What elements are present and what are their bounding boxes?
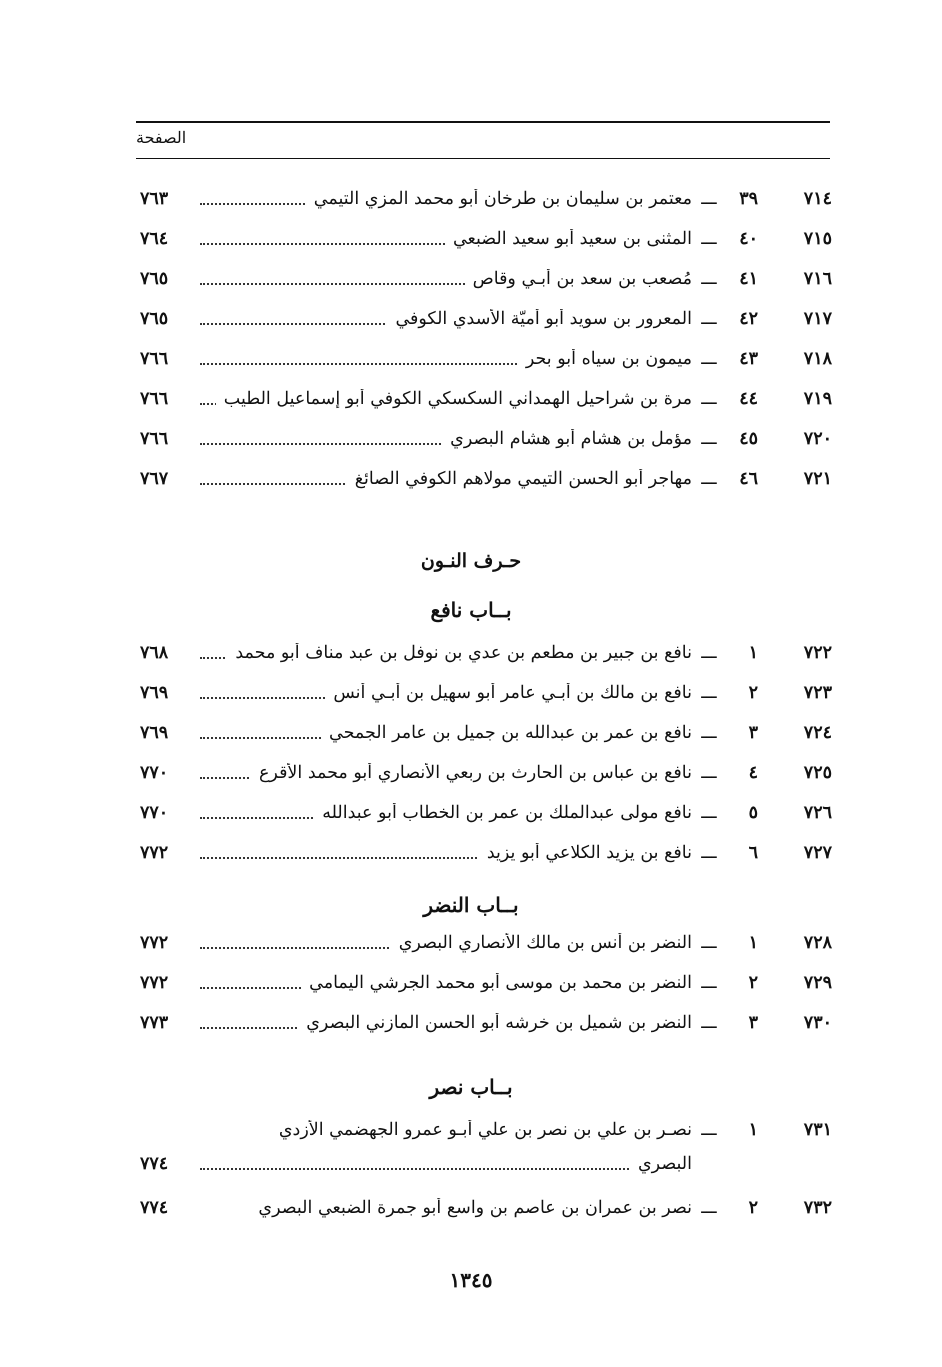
entry-name: معتمر بن سليمان بن طرخان أبو محمد المزي التيمي: [306, 189, 692, 209]
index-entry: [140, 933, 832, 973]
entry-page: ٧٦٩: [140, 723, 169, 743]
entry-body: [200, 723, 692, 743]
entry-seq: ٧١٦: [803, 269, 832, 289]
entry-number: ٥: [748, 803, 758, 823]
entry-page: ٧٧٢: [140, 973, 169, 993]
entry-number: ١: [748, 933, 758, 953]
entry-seq: ٧٣٢: [803, 1198, 832, 1218]
entry-seq: ٧٣١: [803, 1120, 832, 1140]
entry-dash: ـــ: [701, 349, 717, 369]
entry-name-continuation: البصري: [630, 1154, 692, 1174]
entry-body: [200, 429, 692, 449]
index-entry: [140, 1013, 832, 1053]
index-entry: [140, 469, 832, 509]
index-entry: [140, 643, 832, 683]
entry-name: المعرور بن سويد أبو أميّة الأسدي الكوفي: [387, 309, 692, 329]
entry-seq: ٧٢٨: [803, 933, 832, 953]
entry-name: النضر بن شميل بن خرشه أبو الحسن المازني البصري: [298, 1013, 692, 1033]
entry-number: ٢: [748, 1198, 758, 1218]
entry-page: ٧٦٥: [140, 269, 169, 289]
entry-dash: ـــ: [701, 389, 717, 409]
entry-name: النضر بن أنس بن مالك الأنصاري البصري: [391, 933, 692, 953]
entry-number: ٤٦: [739, 469, 758, 489]
entry-name: ميمون بن سياه أبو بحر: [518, 349, 692, 369]
index-entry: [140, 1120, 832, 1194]
entry-dash: ـــ: [701, 309, 717, 329]
page-number: ١٣٤٥: [449, 1268, 493, 1292]
entry-page: ٧٧٠: [140, 803, 169, 823]
entry-seq: ٧٢٧: [803, 843, 832, 863]
entry-number: ٤٤: [739, 389, 758, 409]
entry-body: [200, 1198, 692, 1218]
entry-dash: ـــ: [701, 1013, 717, 1033]
entry-dash: ـــ: [701, 189, 717, 209]
entry-dash: ـــ: [701, 469, 717, 489]
entry-dash: ـــ: [701, 683, 717, 703]
entry-body: [200, 229, 692, 249]
entry-dash: ـــ: [701, 803, 717, 823]
entry-dash: ـــ: [701, 933, 717, 953]
entry-dash: ـــ: [701, 229, 717, 249]
entry-page: ٧٦٦: [140, 389, 169, 409]
entry-seq: ٧٢٣: [803, 683, 832, 703]
entry-seq: ٧١٧: [803, 309, 832, 329]
index-entry: [140, 349, 832, 389]
entry-number: ٤: [748, 763, 758, 783]
entry-dash: ـــ: [701, 843, 717, 863]
index-entry: [140, 389, 832, 429]
entry-name: نصر بن عمران بن عاصم بن واسع أبو جمرة الضبعي البصري: [250, 1198, 692, 1218]
entry-seq: ٧١٤: [803, 189, 832, 209]
entry-page: ٧٦٦: [140, 349, 169, 369]
entry-dash: ـــ: [701, 269, 717, 289]
entry-name: نافع بن عباس بن الحارث بن ربعي الأنصاري أبو محمد الأقرع: [251, 763, 692, 783]
header-bottom-rule: [136, 158, 830, 159]
index-entry: [140, 973, 832, 1013]
entry-body: [200, 189, 692, 209]
entry-name: مؤمل بن هشام أبو هشام البصري: [442, 429, 692, 449]
entry-name: نافع بن يزيد الكلاعي أبو يزيد: [479, 843, 692, 863]
entry-body: [200, 933, 692, 953]
entry-body: [200, 349, 692, 369]
entry-seq: ٧٢٠: [803, 429, 832, 449]
entry-page: ٧٦٥: [140, 309, 169, 329]
entry-page: ٧٦٧: [140, 469, 169, 489]
entry-dash: ـــ: [701, 973, 717, 993]
entry-body: [200, 843, 692, 863]
entry-dash: ـــ: [701, 1120, 717, 1140]
entry-page: ٧٧٢: [140, 843, 169, 863]
section-title: بــاب نافع: [430, 598, 512, 622]
entry-body: [200, 973, 692, 993]
section-title: بــاب النضر: [423, 893, 519, 917]
entry-number: ٤٥: [739, 429, 758, 449]
entry-name: نافع بن جبير بن مطعم بن عدي بن نوفل بن عبد مناف أبو محمد: [227, 643, 692, 663]
index-entry: [140, 309, 832, 349]
entry-seq: ٧٢٢: [803, 643, 832, 663]
entry-body: [200, 1013, 692, 1033]
entry-body: [200, 1154, 692, 1174]
entry-name: المثنى بن سعيد أبو سعيد الضبعي: [445, 229, 692, 249]
entry-seq: ٧٢١: [803, 469, 832, 489]
entry-number: ٦: [748, 843, 758, 863]
entry-seq: ٧٢٩: [803, 973, 832, 993]
entry-dash: ـــ: [701, 763, 717, 783]
entry-body: [200, 683, 692, 703]
entry-name: مرة بن شراحيل الهمداني السكسكي الكوفي أبو إسماعيل الطيب: [216, 389, 692, 409]
entry-name: نافع بن عمر بن عبدالله بن جميل بن عامر الجمحي: [321, 723, 692, 743]
page-column-label: الصفحة: [136, 128, 187, 147]
entry-number: ٢: [748, 683, 758, 703]
entry-seq: ٧١٩: [803, 389, 832, 409]
entry-page: ٧٧٠: [140, 763, 169, 783]
entry-number: ٣: [748, 723, 758, 743]
entry-body: [200, 763, 692, 783]
entry-page: ٧٦٨: [140, 643, 169, 663]
section-title: بــاب نصر: [429, 1075, 513, 1099]
entry-dash: ـــ: [701, 1198, 717, 1218]
index-entry: [140, 429, 832, 469]
entry-number: ٣٩: [739, 189, 758, 209]
entry-number: ١: [748, 1120, 758, 1140]
index-entry: [140, 189, 832, 229]
entry-seq: ٧٣٠: [803, 1013, 832, 1033]
index-entry: [140, 1198, 832, 1238]
entry-seq: ٧٢٦: [803, 803, 832, 823]
entry-body: [200, 309, 692, 329]
entry-body: [200, 469, 692, 489]
entry-page: ٧٧٣: [140, 1013, 169, 1033]
entry-page: ٧٦٩: [140, 683, 169, 703]
entry-page: ٧٦٤: [140, 229, 169, 249]
entry-body: [200, 643, 692, 663]
entry-number: ٤١: [739, 269, 758, 289]
entry-number: ٤٢: [739, 309, 758, 329]
entry-name: نافع مولى عبدالملك بن عمر بن الخطاب أبو عبدالله: [314, 803, 692, 823]
entry-number: ٤٣: [739, 349, 758, 369]
entry-page: ٧٦٣: [140, 189, 169, 209]
entry-number: ٣: [748, 1013, 758, 1033]
header-top-rule: [136, 121, 830, 123]
letter-heading: حـرف النـون: [420, 550, 522, 572]
entry-page: ٧٦٦: [140, 429, 169, 449]
entry-body: [200, 269, 692, 289]
entry-name: النضر بن محمد بن موسى أبو محمد الجرشي اليمامي: [301, 973, 692, 993]
index-entry: [140, 843, 832, 883]
entry-number: ٤٠: [739, 229, 758, 249]
entry-page: ٧٧٢: [140, 933, 169, 953]
entry-dash: ـــ: [701, 723, 717, 743]
entry-name: نافع بن مالك بن أبـي عامر أبو سهيل بن أبـي أنس: [325, 683, 692, 703]
entry-name: نصـر بن علي بن نصر بن علي أبـو عمرو الجهضمي الأزدي: [278, 1120, 692, 1140]
entry-seq: ٧١٨: [803, 349, 832, 369]
entry-number: ١: [748, 643, 758, 663]
entry-number: ٢: [748, 973, 758, 993]
entry-name: مهاجر أبو الحسن التيمي مولاهم الكوفي الصائغ: [347, 469, 692, 489]
entry-dash: ـــ: [701, 429, 717, 449]
entry-body: [200, 803, 692, 823]
entry-page: ٧٧٤: [140, 1154, 169, 1174]
index-entry: [140, 723, 832, 763]
index-entry: [140, 269, 832, 309]
index-entry: [140, 229, 832, 269]
entry-seq: ٧١٥: [803, 229, 832, 249]
index-entry: [140, 803, 832, 843]
entry-body: [200, 389, 692, 409]
entry-page: ٧٧٤: [140, 1198, 169, 1218]
index-entry: [140, 683, 832, 723]
entry-dash: ـــ: [701, 643, 717, 663]
index-entry: [140, 763, 832, 803]
entry-seq: ٧٢٥: [803, 763, 832, 783]
entry-name: مُصعب بن سعد بن أبـي وقاص: [465, 269, 692, 289]
entry-seq: ٧٢٤: [803, 723, 832, 743]
